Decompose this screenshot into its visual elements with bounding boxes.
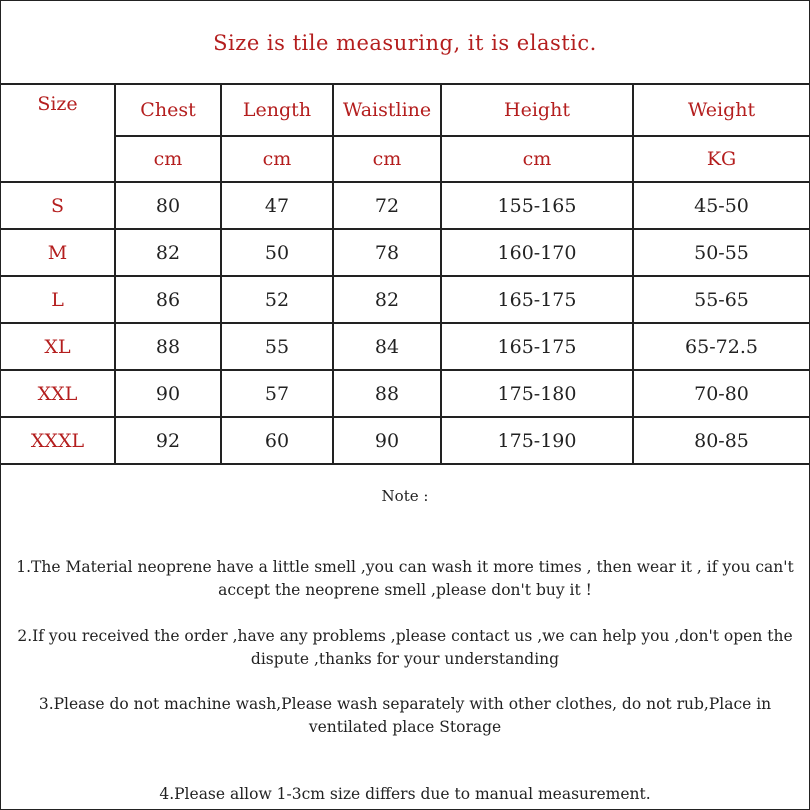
note-title: Note :: [381, 487, 429, 505]
height-value: 175-180: [441, 370, 633, 417]
waistline-value: 72: [333, 182, 441, 229]
size-label: XL: [1, 323, 115, 370]
notes-section: [1, 481, 809, 505]
table-row: [1, 229, 809, 276]
waistline-value: 82: [333, 276, 441, 323]
height-value: 155-165: [441, 182, 633, 229]
header-waistline: Waistline: [333, 84, 441, 136]
length-value: 57: [221, 370, 333, 417]
unit-height: cm: [441, 136, 633, 182]
height-value: 165-175: [441, 276, 633, 323]
unit-weight: KG: [633, 136, 809, 182]
chart-title: Size is tile measuring, it is elastic.: [213, 31, 597, 55]
size-table: [1, 83, 809, 465]
length-value: 52: [221, 276, 333, 323]
height-value: 165-175: [441, 323, 633, 370]
note-item-3: 3.Please do not machine wash,Please wash separately with other clothes, do not rub,Place in ventilated place Storage: [38, 695, 772, 736]
note-item-1: 1.The Material neoprene have a little smell ,you can wash it more times , then wear it , if you can't accept the neoprene smell ,please don't buy it !: [16, 558, 794, 599]
length-value: 47: [221, 182, 333, 229]
height-value: 175-190: [441, 417, 633, 464]
unit-length: cm: [221, 136, 333, 182]
size-label: XXXL: [1, 417, 115, 464]
size-label: M: [1, 229, 115, 276]
chest-value: 90: [115, 370, 221, 417]
waistline-value: 84: [333, 323, 441, 370]
header-size: Size: [1, 84, 115, 182]
weight-value: 50-55: [633, 229, 809, 276]
waistline-value: 88: [333, 370, 441, 417]
table-row: [1, 370, 809, 417]
weight-value: 55-65: [633, 276, 809, 323]
weight-value: 80-85: [633, 417, 809, 464]
note-item-4: 4.Please allow 1-3cm size differs due to manual measurement.: [159, 785, 651, 803]
header-chest: Chest: [115, 84, 221, 136]
weight-value: 65-72.5: [633, 323, 809, 370]
table-row: [1, 323, 809, 370]
waistline-value: 90: [333, 417, 441, 464]
chest-value: 80: [115, 182, 221, 229]
height-value: 160-170: [441, 229, 633, 276]
length-value: 50: [221, 229, 333, 276]
size-label: XXL: [1, 370, 115, 417]
header-row: [1, 84, 809, 136]
chest-value: 82: [115, 229, 221, 276]
size-label: L: [1, 276, 115, 323]
note-item-2: 2.If you received the order ,have any problems ,please contact us ,we can help you ,don't open the dispute ,thanks for your understanding: [17, 627, 793, 668]
unit-chest: cm: [115, 136, 221, 182]
waistline-value: 78: [333, 229, 441, 276]
table-row: [1, 417, 809, 464]
length-value: 55: [221, 323, 333, 370]
unit-row: [1, 136, 809, 182]
chest-value: 88: [115, 323, 221, 370]
weight-value: 45-50: [633, 182, 809, 229]
header-weight: Weight: [633, 84, 809, 136]
header-length: Length: [221, 84, 333, 136]
header-height: Height: [441, 84, 633, 136]
size-label: S: [1, 182, 115, 229]
weight-value: 70-80: [633, 370, 809, 417]
chest-value: 92: [115, 417, 221, 464]
table-row: [1, 182, 809, 229]
length-value: 60: [221, 417, 333, 464]
table-row: [1, 276, 809, 323]
unit-waistline: cm: [333, 136, 441, 182]
chest-value: 86: [115, 276, 221, 323]
